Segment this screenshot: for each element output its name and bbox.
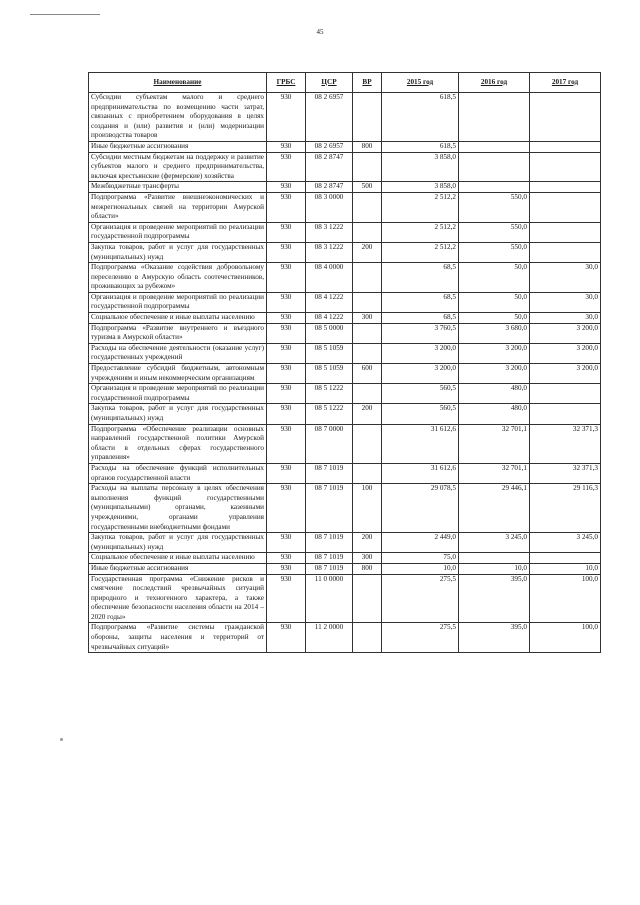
table-header-row	[89, 73, 601, 93]
row-vr	[353, 263, 382, 293]
row-name: Закупка товаров, работ и услуг для государственных (муниципальных) нужд	[89, 404, 267, 424]
row-value-2015: 31 612,6	[382, 463, 459, 483]
row-value-2016: 480,0	[459, 384, 530, 404]
row-value-2015: 560,5	[382, 384, 459, 404]
table-row	[89, 313, 601, 324]
row-grbs: 930	[267, 192, 306, 222]
row-value-2016: 3 200,0	[459, 343, 530, 363]
row-grbs: 930	[267, 484, 306, 533]
row-vr: 600	[353, 364, 382, 384]
row-value-2017: 32 371,3	[530, 463, 601, 483]
row-csr: 08 3 1222	[306, 222, 353, 242]
row-value-2017: 32 371,3	[530, 424, 601, 463]
row-value-2016	[459, 553, 530, 564]
row-name: Подпрограмма «Обеспечение реализации основных направлений государственной политики Амурской области в отдельных сферах государственного управления»	[89, 424, 267, 463]
header-2016: 2016 год	[459, 73, 530, 93]
row-vr: 300	[353, 313, 382, 324]
row-value-2017: 3 200,0	[530, 343, 601, 363]
row-value-2016: 3 200,0	[459, 364, 530, 384]
row-name: Подпрограмма «Развитие внутреннего и въездного туризма в Амурской области»	[89, 323, 267, 343]
row-grbs: 930	[267, 623, 306, 653]
table-row	[89, 192, 601, 222]
row-value-2015: 2 512,2	[382, 222, 459, 242]
row-csr: 08 5 1222	[306, 404, 353, 424]
row-vr: 500	[353, 182, 382, 193]
row-name: Закупка товаров, работ и услуг для государственных (муниципальных) нужд	[89, 533, 267, 553]
row-value-2017: 3 200,0	[530, 323, 601, 343]
row-grbs: 930	[267, 323, 306, 343]
table-row	[89, 263, 601, 293]
row-value-2016: 10,0	[459, 563, 530, 574]
table-row	[89, 533, 601, 553]
row-value-2016: 50,0	[459, 263, 530, 293]
row-vr	[353, 424, 382, 463]
row-csr: 11 0 0000	[306, 574, 353, 623]
row-grbs: 930	[267, 574, 306, 623]
row-name: Организация и проведение мероприятий по реализации государственной подпрограммы	[89, 384, 267, 404]
table-row	[89, 384, 601, 404]
row-csr: 08 4 1222	[306, 313, 353, 324]
row-grbs: 930	[267, 263, 306, 293]
row-value-2016: 550,0	[459, 222, 530, 242]
row-vr: 300	[353, 553, 382, 564]
row-grbs: 930	[267, 533, 306, 553]
table-row	[89, 463, 601, 483]
row-value-2017: 30,0	[530, 313, 601, 324]
row-csr: 08 5 1059	[306, 364, 353, 384]
table-row	[89, 623, 601, 653]
row-value-2016: 3 245,0	[459, 533, 530, 553]
row-name: Подпрограмма «Развитие внешнеэкономических и межрегиональных связей на территории Амурской области»	[89, 192, 267, 222]
header-csr: ЦСР	[306, 73, 353, 93]
row-value-2015: 3 858,0	[382, 182, 459, 193]
row-value-2016: 550,0	[459, 242, 530, 262]
row-csr: 08 7 1019	[306, 533, 353, 553]
row-vr	[353, 222, 382, 242]
row-csr: 08 3 0000	[306, 192, 353, 222]
row-value-2015: 618,5	[382, 93, 459, 142]
row-value-2015: 3 200,0	[382, 364, 459, 384]
row-value-2017	[530, 182, 601, 193]
row-vr	[353, 343, 382, 363]
row-value-2015: 29 078,5	[382, 484, 459, 533]
row-value-2017: 3 200,0	[530, 364, 601, 384]
row-grbs: 930	[267, 343, 306, 363]
row-vr: 800	[353, 563, 382, 574]
header-name: Наименование	[89, 73, 267, 93]
row-value-2017	[530, 553, 601, 564]
row-value-2015: 10,0	[382, 563, 459, 574]
header-2015: 2015 год	[382, 73, 459, 93]
row-vr	[353, 192, 382, 222]
row-vr: 200	[353, 242, 382, 262]
row-name: Расходы на обеспечение функций исполнительных органов государственной власти	[89, 463, 267, 483]
row-value-2015: 275,5	[382, 623, 459, 653]
row-value-2016	[459, 141, 530, 152]
row-csr: 08 5 0000	[306, 323, 353, 343]
row-csr: 08 7 0000	[306, 424, 353, 463]
row-vr	[353, 323, 382, 343]
row-name: Закупка товаров, работ и услуг для государственных (муниципальных) нужд	[89, 242, 267, 262]
row-value-2017: 100,0	[530, 574, 601, 623]
row-value-2015: 3 858,0	[382, 152, 459, 182]
row-value-2015: 618,5	[382, 141, 459, 152]
row-vr: 800	[353, 141, 382, 152]
row-value-2015: 31 612,6	[382, 424, 459, 463]
row-value-2017	[530, 242, 601, 262]
row-grbs: 930	[267, 424, 306, 463]
row-name: Иные бюджетные ассигнования	[89, 141, 267, 152]
row-value-2015: 68,5	[382, 292, 459, 312]
row-value-2016: 550,0	[459, 192, 530, 222]
header-2017: 2017 год	[530, 73, 601, 93]
row-csr: 08 2 8747	[306, 182, 353, 193]
row-value-2016: 50,0	[459, 292, 530, 312]
row-name: Иные бюджетные ассигнования	[89, 563, 267, 574]
row-grbs: 930	[267, 463, 306, 483]
row-name: Социальное обеспечение и иные выплаты населению	[89, 313, 267, 324]
row-csr: 08 4 0000	[306, 263, 353, 293]
row-csr: 08 5 1222	[306, 384, 353, 404]
header-vr: ВР	[353, 73, 382, 93]
row-csr: 08 2 6957	[306, 141, 353, 152]
row-name: Государственная программа «Снижение рисков и смягчение последствий чрезвычайных ситуаций природного и техногенного характера, а также обеспечение безопасности населения области на 2014 – 2020 годы»	[89, 574, 267, 623]
row-value-2017	[530, 93, 601, 142]
row-vr	[353, 152, 382, 182]
row-value-2015: 2 512,2	[382, 192, 459, 222]
table-row	[89, 182, 601, 193]
row-value-2015: 275,5	[382, 574, 459, 623]
row-value-2016: 50,0	[459, 313, 530, 324]
row-value-2017: 100,0	[530, 623, 601, 653]
table-row	[89, 343, 601, 363]
row-grbs: 930	[267, 152, 306, 182]
table-row	[89, 323, 601, 343]
row-value-2016	[459, 182, 530, 193]
row-value-2017: 30,0	[530, 263, 601, 293]
row-value-2016: 480,0	[459, 404, 530, 424]
row-name: Субсидии субъектам малого и среднего предпринимательства по возмещению части затрат, связанных с приобретением оборудования в целях создания и (или) развития и (или) модернизации производства товаров	[89, 93, 267, 142]
row-name: Субсидии местным бюджетам на поддержку и развитие субъектов малого и среднего предпринимательства, включая крестьянские (фермерские) хозяйства	[89, 152, 267, 182]
row-grbs: 930	[267, 404, 306, 424]
table-row	[89, 574, 601, 623]
row-value-2017	[530, 222, 601, 242]
row-name: Подпрограмма «Развитие системы гражданской обороны, защиты населения и территорий от чрезвычайных ситуаций»	[89, 623, 267, 653]
row-name: Подпрограмма «Оказание содействия добровольному переселению в Амурскую область соотечественников, проживающих за рубежом»	[89, 263, 267, 293]
row-name: Организация и проведение мероприятий по реализации государственной подпрограммы	[89, 222, 267, 242]
table-row	[89, 93, 601, 142]
scan-artifact-line	[30, 14, 100, 15]
row-csr: 08 2 8747	[306, 152, 353, 182]
row-value-2015: 75,0	[382, 553, 459, 564]
row-value-2016: 395,0	[459, 623, 530, 653]
row-grbs: 930	[267, 93, 306, 142]
table-row	[89, 563, 601, 574]
table-row	[89, 424, 601, 463]
row-grbs: 930	[267, 222, 306, 242]
row-vr	[353, 292, 382, 312]
row-vr: 100	[353, 484, 382, 533]
row-vr: 200	[353, 404, 382, 424]
table-row	[89, 242, 601, 262]
row-name: Расходы на обеспечение деятельности (оказание услуг) государственных учреждений	[89, 343, 267, 363]
row-csr: 08 5 1059	[306, 343, 353, 363]
row-vr: 200	[353, 533, 382, 553]
row-value-2015: 560,5	[382, 404, 459, 424]
row-csr: 08 7 1019	[306, 553, 353, 564]
table-body	[89, 93, 601, 653]
row-value-2015: 2 449,0	[382, 533, 459, 553]
header-grbs: ГРБС	[267, 73, 306, 93]
table-row	[89, 141, 601, 152]
row-name: Социальное обеспечение и иные выплаты населению	[89, 553, 267, 564]
table-row	[89, 222, 601, 242]
row-csr: 11 2 0000	[306, 623, 353, 653]
row-value-2016: 32 701,1	[459, 463, 530, 483]
row-vr	[353, 623, 382, 653]
row-value-2017: 30,0	[530, 292, 601, 312]
row-csr: 08 7 1019	[306, 463, 353, 483]
row-vr	[353, 93, 382, 142]
row-grbs: 930	[267, 384, 306, 404]
row-grbs: 930	[267, 141, 306, 152]
row-value-2016: 29 446,1	[459, 484, 530, 533]
row-value-2017	[530, 152, 601, 182]
table-row	[89, 484, 601, 533]
row-csr: 08 7 1019	[306, 484, 353, 533]
row-value-2016: 395,0	[459, 574, 530, 623]
row-value-2017	[530, 384, 601, 404]
row-csr: 08 3 1222	[306, 242, 353, 262]
row-value-2017: 29 116,3	[530, 484, 601, 533]
row-value-2015: 3 200,0	[382, 343, 459, 363]
row-value-2015: 2 512,2	[382, 242, 459, 262]
row-value-2016: 3 680,0	[459, 323, 530, 343]
row-grbs: 930	[267, 553, 306, 564]
table-row	[89, 152, 601, 182]
row-name: Организация и проведение мероприятий по реализации государственной подпрограммы	[89, 292, 267, 312]
row-csr: 08 4 1222	[306, 292, 353, 312]
table-row	[89, 292, 601, 312]
row-grbs: 930	[267, 182, 306, 193]
row-value-2016	[459, 152, 530, 182]
table-row	[89, 404, 601, 424]
row-value-2017	[530, 404, 601, 424]
row-name: Расходы на выплаты персоналу в целях обеспечения выполнения функций государственными (муниципальными) органами, казенными учреждениями, органами управления государственными внебюджетными фондами	[89, 484, 267, 533]
row-value-2017	[530, 141, 601, 152]
row-value-2015: 3 760,5	[382, 323, 459, 343]
row-value-2017: 3 245,0	[530, 533, 601, 553]
row-value-2015: 68,5	[382, 313, 459, 324]
row-value-2015: 68,5	[382, 263, 459, 293]
row-csr: 08 7 1019	[306, 563, 353, 574]
row-grbs: 930	[267, 242, 306, 262]
row-name: Межбюджетные трансферты	[89, 182, 267, 193]
row-csr: 08 2 6957	[306, 93, 353, 142]
row-grbs: 930	[267, 313, 306, 324]
page-number: 45	[316, 28, 324, 36]
row-grbs: 930	[267, 364, 306, 384]
scan-dot	[60, 738, 63, 741]
row-vr	[353, 574, 382, 623]
row-name: Предоставление субсидий бюджетным, автономным учреждениям и иным некоммерческим организациям	[89, 364, 267, 384]
row-value-2016: 32 701,1	[459, 424, 530, 463]
table-row	[89, 553, 601, 564]
row-value-2016	[459, 93, 530, 142]
budget-table	[88, 72, 601, 653]
row-vr	[353, 384, 382, 404]
row-vr	[353, 463, 382, 483]
row-value-2017	[530, 192, 601, 222]
row-value-2017: 10,0	[530, 563, 601, 574]
row-grbs: 930	[267, 292, 306, 312]
row-grbs: 930	[267, 563, 306, 574]
table-row	[89, 364, 601, 384]
